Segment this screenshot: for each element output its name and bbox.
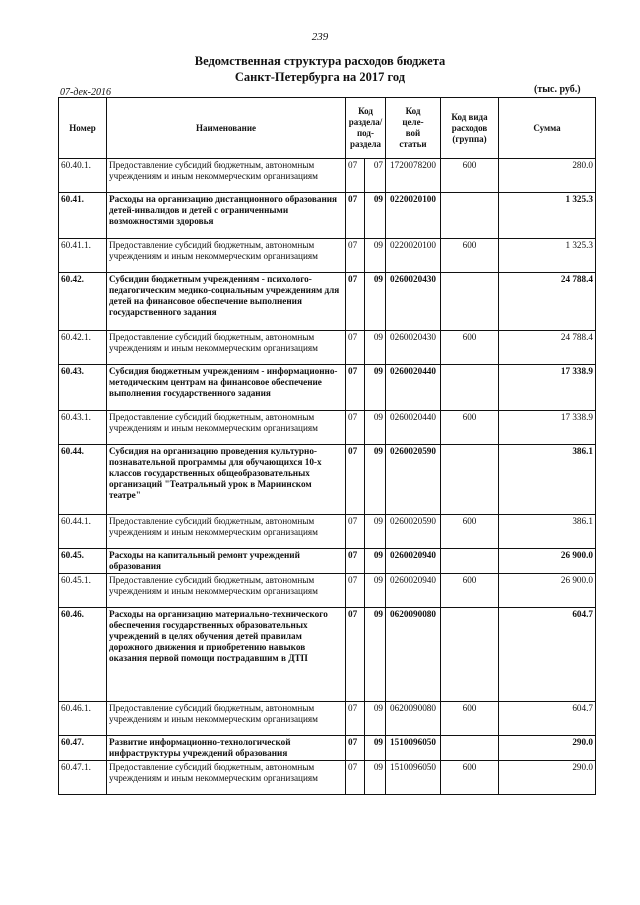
- cell-subsection: 09: [365, 736, 386, 761]
- cell-name: Предоставление субсидий бюджетным, автономным учреждениям и иным некоммерческим организациям: [107, 239, 346, 273]
- cell-number: 60.45.: [59, 549, 107, 574]
- table-row: [59, 445, 596, 515]
- cell-kind: [441, 736, 499, 761]
- table-row: [59, 331, 596, 365]
- cell-subsection: 09: [365, 574, 386, 608]
- table-row: [59, 702, 596, 736]
- cell-subsection: 09: [365, 193, 386, 239]
- cell-name: Предоставление субсидий бюджетным, автономным учреждениям и иным некоммерческим организациям: [107, 574, 346, 608]
- table-row: [59, 549, 596, 574]
- cell-amount: 26 900.0: [499, 549, 596, 574]
- cell-amount: 280.0: [499, 159, 596, 193]
- cell-subsection: 09: [365, 702, 386, 736]
- cell-name: Предоставление субсидий бюджетным, автономным учреждениям и иным некоммерческим организациям: [107, 515, 346, 549]
- cell-target: 1720078200: [386, 159, 441, 193]
- cell-name: Расходы на организацию дистанционного образования детей-инвалидов и детей с ограниченными возможностями здоровья: [107, 193, 346, 239]
- cell-subsection: 09: [365, 445, 386, 515]
- cell-kind: 600: [441, 331, 499, 365]
- table-row: [59, 365, 596, 411]
- cell-section: 07: [346, 736, 365, 761]
- header-target-line-1: Код: [405, 106, 421, 116]
- cell-name: Предоставление субсидий бюджетным, автономным учреждениям и иным некоммерческим организациям: [107, 331, 346, 365]
- cell-kind: 600: [441, 515, 499, 549]
- cell-target: 0220020100: [386, 239, 441, 273]
- table-row: [59, 761, 596, 795]
- title-line-1: Ведомственная структура расходов бюджета: [194, 54, 446, 68]
- table-row: [59, 273, 596, 331]
- table-row: [59, 159, 596, 193]
- cell-amount: 26 900.0: [499, 574, 596, 608]
- cell-name: Развитие информационно-технологической инфраструктуры учреждений образования: [107, 736, 346, 761]
- cell-amount: 604.7: [499, 608, 596, 702]
- cell-kind: 600: [441, 159, 499, 193]
- cell-section: 07: [346, 159, 365, 193]
- cell-number: 60.45.1.: [59, 574, 107, 608]
- cell-subsection: 09: [365, 515, 386, 549]
- cell-section: 07: [346, 702, 365, 736]
- cell-name: Предоставление субсидий бюджетным, автономным учреждениям и иным некоммерческим организациям: [107, 702, 346, 736]
- cell-number: 60.42.1.: [59, 331, 107, 365]
- cell-number: 60.46.: [59, 608, 107, 702]
- cell-subsection: 09: [365, 761, 386, 795]
- table-body: [59, 159, 596, 795]
- cell-amount: 24 788.4: [499, 273, 596, 331]
- cell-target: 0260020590: [386, 445, 441, 515]
- cell-kind: 600: [441, 761, 499, 795]
- cell-section: 07: [346, 515, 365, 549]
- cell-name: Предоставление субсидий бюджетным, автономным учреждениям и иным некоммерческим организациям: [107, 761, 346, 795]
- budget-table: [58, 97, 596, 795]
- cell-kind: [441, 193, 499, 239]
- cell-subsection: 09: [365, 608, 386, 702]
- header-kind-line-3: (группа): [452, 133, 487, 144]
- cell-kind: 600: [441, 239, 499, 273]
- cell-number: 60.43.: [59, 365, 107, 411]
- cell-amount: 290.0: [499, 736, 596, 761]
- cell-section: 07: [346, 273, 365, 331]
- cell-amount: 1 325.3: [499, 193, 596, 239]
- header-kind-code: [441, 98, 499, 159]
- header-sum: Сумма: [499, 98, 596, 159]
- cell-amount: 1 325.3: [499, 239, 596, 273]
- cell-target: 1510096050: [386, 736, 441, 761]
- header-section-line-2: раздела/: [348, 117, 383, 127]
- header-target-code: [386, 98, 441, 159]
- header-section-line-3: под-: [357, 128, 374, 138]
- cell-subsection: 07: [365, 159, 386, 193]
- cell-section: 07: [346, 549, 365, 574]
- document-title: [0, 53, 640, 85]
- cell-kind: [441, 273, 499, 331]
- header-section-code: [346, 98, 386, 159]
- cell-kind: [441, 608, 499, 702]
- cell-kind: [441, 445, 499, 515]
- table-header-row: [59, 98, 596, 159]
- cell-kind: [441, 549, 499, 574]
- cell-subsection: 09: [365, 411, 386, 445]
- cell-number: 60.47.1.: [59, 761, 107, 795]
- cell-target: 0620090080: [386, 608, 441, 702]
- cell-target: 0260020590: [386, 515, 441, 549]
- header-section-line-4: раздела: [349, 139, 382, 149]
- cell-subsection: 09: [365, 239, 386, 273]
- cell-subsection: 09: [365, 365, 386, 411]
- cell-section: 07: [346, 411, 365, 445]
- cell-name: Расходы на организацию материально-технического обеспечения государственных образовательных учреждений в целях обучения детей правилам дорожного движения и приобретению навыков оказания первой помощи пострадавшим в ДТП: [107, 608, 346, 702]
- table-row: [59, 411, 596, 445]
- cell-section: 07: [346, 761, 365, 795]
- header-name: Наименование: [107, 98, 346, 159]
- cell-amount: 17 338.9: [499, 411, 596, 445]
- cell-kind: [441, 365, 499, 411]
- cell-section: 07: [346, 574, 365, 608]
- cell-subsection: 09: [365, 331, 386, 365]
- cell-name: Субсидия бюджетным учреждениям - информационно-методическим центрам на финансовое обеспечение выполнения государственного задания: [107, 365, 346, 411]
- table-row: [59, 193, 596, 239]
- cell-name: Расходы на капитальный ремонт учреждений образования: [107, 549, 346, 574]
- cell-target: 1510096050: [386, 761, 441, 795]
- cell-name: Предоставление субсидий бюджетным, автономным учреждениям и иным некоммерческим организациям: [107, 411, 346, 445]
- header-number: Номер: [59, 98, 107, 159]
- cell-kind: 600: [441, 702, 499, 736]
- cell-amount: 386.1: [499, 445, 596, 515]
- table-row: [59, 608, 596, 702]
- header-kind-line-1: Код вида: [451, 111, 488, 122]
- cell-amount: 17 338.9: [499, 365, 596, 411]
- cell-number: 60.47.: [59, 736, 107, 761]
- cell-number: 60.41.: [59, 193, 107, 239]
- cell-target: 0260020440: [386, 365, 441, 411]
- document-date: 07-дек-2016: [60, 87, 111, 98]
- header-section-line-1: Код: [358, 106, 373, 116]
- cell-target: 0260020940: [386, 549, 441, 574]
- cell-section: 07: [346, 239, 365, 273]
- cell-section: 07: [346, 193, 365, 239]
- cell-section: 07: [346, 365, 365, 411]
- cell-target: 0260020440: [386, 411, 441, 445]
- cell-target: 0620090080: [386, 702, 441, 736]
- cell-target: 0260020430: [386, 273, 441, 331]
- cell-kind: 600: [441, 574, 499, 608]
- table-row: [59, 515, 596, 549]
- cell-number: 60.44.1.: [59, 515, 107, 549]
- cell-section: 07: [346, 445, 365, 515]
- cell-number: 60.43.1.: [59, 411, 107, 445]
- cell-number: 60.44.: [59, 445, 107, 515]
- table-row: [59, 736, 596, 761]
- cell-number: 60.40.1.: [59, 159, 107, 193]
- cell-target: 0260020940: [386, 574, 441, 608]
- cell-section: 07: [346, 608, 365, 702]
- cell-amount: 604.7: [499, 702, 596, 736]
- cell-amount: 290.0: [499, 761, 596, 795]
- cell-kind: 600: [441, 411, 499, 445]
- cell-name: Предоставление субсидий бюджетным, автономным учреждениям и иным некоммерческим организациям: [107, 159, 346, 193]
- cell-target: 0220020100: [386, 193, 441, 239]
- header-target-line-2: целе-: [402, 117, 424, 127]
- header-target-line-3: вой: [405, 128, 421, 138]
- cell-number: 60.41.1.: [59, 239, 107, 273]
- cell-name: Субсидия на организацию проведения культурно-познавательной программы для обучающихся 10-х классов государственных общеобразовательных организаций "Театральный урок в Мариинском театре": [107, 445, 346, 515]
- cell-amount: 24 788.4: [499, 331, 596, 365]
- cell-number: 60.46.1.: [59, 702, 107, 736]
- table-row: [59, 239, 596, 273]
- cell-number: 60.42.: [59, 273, 107, 331]
- cell-target: 0260020430: [386, 331, 441, 365]
- cell-subsection: 09: [365, 273, 386, 331]
- cell-amount: 386.1: [499, 515, 596, 549]
- cell-subsection: 09: [365, 549, 386, 574]
- cell-name: Субсидии бюджетным учреждениям - психолого-педагогическим медико-социальным учреждениям для детей на финансовое обеспечение выполнения государственного задания: [107, 273, 346, 331]
- cell-section: 07: [346, 331, 365, 365]
- page-number: 239: [311, 31, 329, 43]
- title-line-2: Санкт-Петербурга на 2017 год: [234, 70, 406, 84]
- table-row: [59, 574, 596, 608]
- units-label: (тыс. руб.): [534, 84, 581, 95]
- header-target-line-4: статьи: [399, 139, 427, 149]
- header-kind-line-2: расходов: [451, 122, 488, 133]
